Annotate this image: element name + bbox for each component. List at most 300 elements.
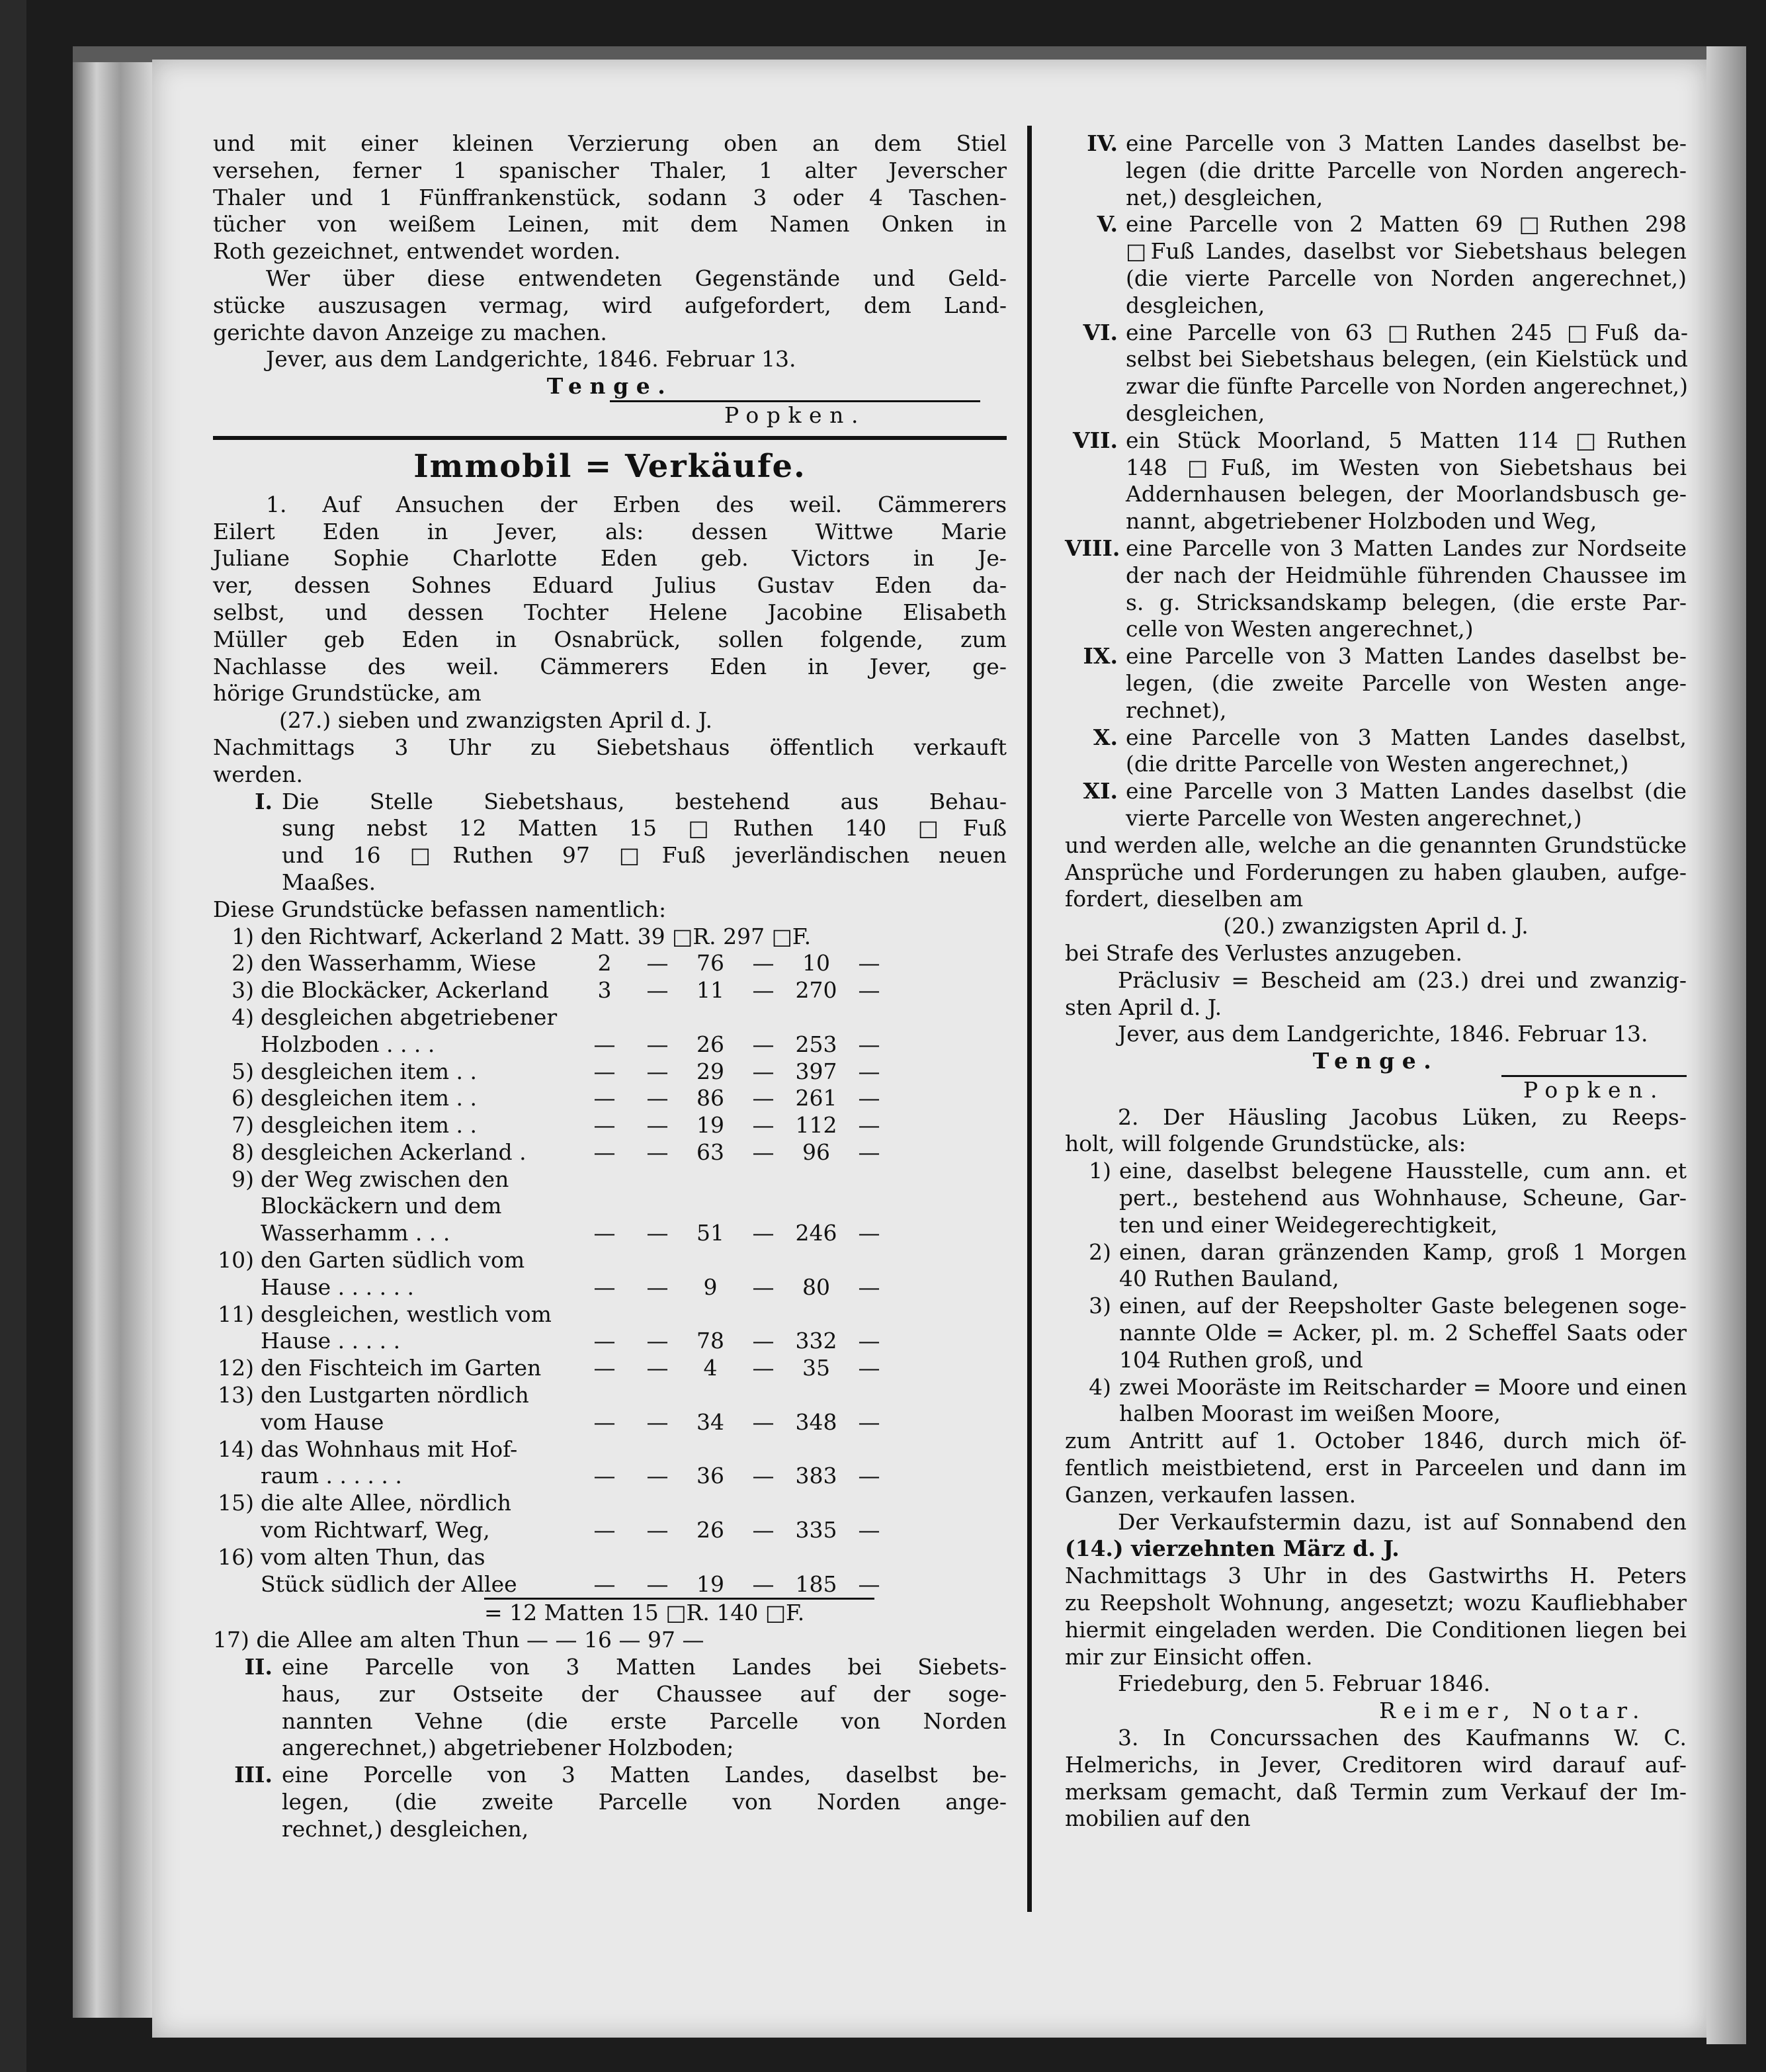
item-I [213, 789, 1007, 896]
parcel-entry [213, 1085, 1007, 1112]
deadline-date: (20.) zwanzigsten April d. J. [1223, 913, 1529, 939]
parcel-value: 78 [696, 1328, 724, 1354]
text-line: legen, (die zweite Parcelle von Norden ange- [282, 1789, 1007, 1815]
item-number: 1) [1089, 1158, 1111, 1184]
signature-block [610, 400, 980, 429]
parcel-value: — [646, 1328, 669, 1354]
parcel-entry [213, 1058, 1007, 1086]
parcel-value: — [752, 1355, 775, 1381]
text-line: eine Parcelle von 3 Matten Landes daselbst, [1126, 724, 1687, 750]
sale-intro [213, 492, 1007, 707]
parcel-number: 15) [218, 1490, 254, 1516]
parcel-value: — [646, 1031, 669, 1057]
text-line: zum Antritt auf 1. October 1846, durch mich öf- [1065, 1428, 1687, 1454]
parcel-value: 29 [696, 1058, 724, 1084]
roman-number: VIII. [1065, 535, 1120, 561]
parcel-list [213, 924, 1007, 1598]
text-line: eine Parcelle von 2 Matten 69 □Ruthen 298 [1126, 211, 1687, 237]
roman-item [1065, 427, 1687, 535]
parcel-number: 9) [231, 1166, 254, 1192]
text-line: der nach der Heidmühle führenden Chaussee im [1126, 562, 1687, 588]
text-line: nannte Olde = Acker, pl. m. 2 Scheffel Saats oder [1119, 1320, 1687, 1346]
parcel-label: den Garten südlich vom [261, 1247, 525, 1273]
item-II [213, 1654, 1007, 1762]
item-body [1119, 1374, 1687, 1428]
parcel-number: 5) [231, 1058, 254, 1084]
parcel-label: desgleichen abgetriebener [261, 1004, 558, 1030]
text-line: mir zur Einsicht offen. [1065, 1643, 1313, 1670]
roman-item [1065, 320, 1687, 427]
parcel-value: — [858, 1085, 880, 1111]
theft-appeal [213, 265, 1007, 346]
text-line: werden. [213, 761, 303, 787]
text-line: ten und einer Weidegerechtigkeit, [1119, 1211, 1498, 1238]
text-line: (die dritte Parcelle von Westen angerechnet,) [1126, 751, 1629, 777]
parcel-value: — [593, 1571, 616, 1597]
parcel-number [213, 1328, 261, 1355]
parcel-value: — [752, 1220, 775, 1246]
text-line: einen, daran gränzenden Kamp, groß 1 Morgen [1119, 1238, 1687, 1265]
parcel-number [213, 1274, 261, 1301]
text-line: zwar die fünfte Parcelle von Norden angerechnet,) [1126, 373, 1688, 400]
parcel-row [213, 977, 1007, 1004]
parcel-label: das Wohnhaus mit Hof- [261, 1436, 518, 1462]
text-line: Die Stelle Siebetshaus, bestehend aus Behau- [282, 788, 1007, 814]
text-line: selbst, und dessen Tochter Helene Jacobine Elisabeth [213, 599, 1007, 625]
text-line: Maaßes. [282, 869, 376, 895]
item-number: 3) [1089, 1293, 1111, 1319]
place-date: Jever, aus dem Landgerichte, 1846. Februar 13. [266, 346, 796, 372]
parcel-number: 7) [231, 1112, 254, 1139]
parcel-value: — [752, 1031, 775, 1057]
parcel-value: 63 [696, 1139, 724, 1165]
text-line: fordert, dieselben am [1065, 886, 1304, 912]
text-line: Wer über diese entwendeten Gegenstände und Geld- [266, 265, 1007, 291]
text-line: legen, (die zweite Parcelle von Westen ange- [1126, 669, 1687, 696]
text-line: 104 Ruthen groß, und [1119, 1346, 1363, 1373]
parcel-number [213, 1193, 261, 1220]
parcel-value: 35 [802, 1355, 830, 1381]
parcel-value: 397 [795, 1058, 837, 1084]
parcel-value: 34 [696, 1408, 724, 1435]
text-line: desgleichen, [1126, 400, 1265, 426]
parcel-value: — [752, 950, 775, 976]
parcel-value: — [858, 1328, 880, 1354]
notice-2-item [1065, 1239, 1687, 1293]
text-line: hörige Grundstücke, am [213, 680, 482, 707]
text-line: rechnet), [1126, 697, 1227, 723]
roman-body [1126, 130, 1687, 211]
parcel-row [213, 1166, 1007, 1193]
text-line: eine Porcelle von 3 Matten Landes, daselbst be- [282, 1762, 1007, 1788]
parcel-entry [213, 1139, 1007, 1166]
parcel-value: 11 [696, 977, 724, 1004]
text-line: eine Parcelle von 3 Matten Landes zur Nordseite [1126, 535, 1687, 561]
text-line: desgleichen, [1126, 292, 1265, 318]
book-page-stack [73, 60, 152, 2018]
text-line: pert., bestehend aus Wohnhause, Scheune, Gar- [1119, 1185, 1687, 1211]
parcel-number [213, 1571, 261, 1598]
parcel-entry [213, 977, 1007, 1004]
roman-number: XI. [1083, 778, 1118, 804]
parcel-value: 2 [597, 950, 612, 976]
parcel-value: — [752, 1517, 775, 1543]
parcel-row [213, 1220, 1007, 1247]
text-line: legen (die dritte Parcelle von Norden angerech- [1126, 157, 1687, 183]
parcel-label: den Lustgarten nördlich [261, 1382, 529, 1408]
parcel-value: — [646, 1571, 669, 1597]
item-number: III. [234, 1762, 273, 1788]
parcel-value: — [858, 1355, 880, 1381]
parcel-value: — [593, 1273, 616, 1300]
parcel-value: — [593, 1328, 616, 1354]
parcel-value: — [593, 1112, 616, 1139]
parcel-value: — [752, 1058, 775, 1084]
parcel-label: vom Hause [261, 1408, 384, 1435]
parcel-value: 26 [696, 1031, 724, 1057]
parcel-value: 9 [703, 1273, 718, 1300]
parcel-value: — [646, 977, 669, 1004]
parcel-value: — [646, 1220, 669, 1246]
roman-item [1065, 211, 1687, 319]
roman-number: VII. [1073, 427, 1118, 453]
roman-body [1126, 724, 1687, 779]
parcel-value: 19 [696, 1571, 724, 1597]
parcel-value: — [593, 1220, 616, 1246]
place-date-2: Friedeburg, den 5. Februar 1846. [1118, 1670, 1491, 1697]
parcel-label: vom alten Thun, das [261, 1543, 485, 1570]
roman-item [1065, 643, 1687, 724]
roman-body [1126, 643, 1687, 724]
parcel-value: — [593, 1355, 616, 1381]
signature-tenge: Tenge. [1312, 1048, 1439, 1074]
parcel-value: — [858, 1139, 880, 1165]
item-body [282, 1654, 1007, 1762]
text-line: (14.) vierzehnten März d. J. [1065, 1535, 1400, 1562]
parcel-value: — [858, 1273, 880, 1300]
parcel-value: 270 [795, 977, 837, 1004]
place-date: Jever, aus dem Landgerichte, 1846. Februar 13. [1118, 1021, 1648, 1047]
text-line: vierte Parcelle von Westen angerechnet,) [1126, 804, 1582, 831]
parcel-entry [213, 1247, 1007, 1301]
parcel-value: — [858, 1571, 880, 1597]
item-number: I. [255, 788, 273, 814]
penalty: bei Strafe des Verlustes anzugeben. [1065, 939, 1463, 966]
text-line: eine Parcelle von 3 Matten Landes daselbst (die [1126, 778, 1687, 804]
sale-time [213, 734, 1007, 789]
signature-popken: Popken. [724, 402, 866, 428]
parcel-value: 3 [597, 977, 612, 1004]
book-right-edge [1706, 46, 1746, 2044]
parcel-value: — [593, 1408, 616, 1435]
parcel-value: 261 [795, 1085, 837, 1111]
sale-term-rest [1065, 1563, 1687, 1670]
text-line: Helmerichs, in Jever, Creditoren wird darauf auf- [1065, 1751, 1687, 1778]
signature-popken: Popken. [1523, 1076, 1665, 1103]
parcel-label: desgleichen Ackerland . [261, 1139, 526, 1165]
parcel-value: 4 [703, 1355, 718, 1381]
text-line: s. g. Stricksandskamp belegen, (die erste Par- [1126, 589, 1687, 615]
parcel-entry [213, 1436, 1007, 1490]
parcel-entry [213, 1382, 1007, 1436]
parcel-value: — [858, 977, 880, 1004]
parcel-value: — [646, 1463, 669, 1489]
text-line: celle von Westen angerechnet,) [1126, 616, 1474, 642]
text-line: gerichte davon Anzeige zu machen. [213, 319, 607, 345]
text-line: eine, daselbst belegene Hausstelle, cum ann. et [1119, 1158, 1687, 1184]
closing [1065, 832, 1687, 913]
parcel-value: — [752, 977, 775, 1004]
parcel-row [213, 1112, 1007, 1139]
parcel-label: Stück südlich der Allee [261, 1571, 517, 1597]
text-line: angerechnet,) abgetriebener Holzboden; [282, 1735, 734, 1761]
parcel-label: desgleichen item . . [261, 1112, 477, 1139]
text-line: Ganzen, verkaufen lassen. [1065, 1481, 1357, 1508]
parcel-number: 3) [231, 977, 254, 1004]
text-line: 3. In Concurssachen des Kaufmanns W. C. [1118, 1725, 1687, 1751]
parcel-row [213, 950, 1007, 977]
parcel-number [213, 1409, 261, 1436]
parcel-value: — [752, 1273, 775, 1300]
parcel-row [213, 1382, 1007, 1409]
parcel-label: Hause . . . . . . [261, 1273, 415, 1300]
text-line: und werden alle, welche an die genannten Grundstücke [1065, 832, 1687, 858]
parcel-label: Hause . . . . . [261, 1328, 401, 1354]
text-line: sung nebst 12 Matten 15 □Ruthen 140 □Fuß [282, 815, 1007, 842]
parcel-value: — [646, 950, 669, 976]
text-line: eine Parcelle von 3 Matten Landes bei Siebets- [282, 1654, 1007, 1680]
text-line: Addernhausen belegen, der Moorlandsbusch ge- [1126, 481, 1687, 507]
parcel-value: — [593, 1058, 616, 1084]
parcel-value: — [646, 1273, 669, 1300]
section-rule [213, 436, 1007, 440]
parcel-row [213, 1139, 1007, 1166]
parcel-entry [213, 1544, 1007, 1598]
parcel-value: — [752, 1112, 775, 1139]
text-line: Roth gezeichnet, entwendet worden. [213, 238, 621, 265]
parcel-number [213, 1220, 261, 1247]
roman-number: IX. [1083, 643, 1118, 669]
notice-2-item [1065, 1374, 1687, 1428]
parcel-value: 348 [795, 1408, 837, 1435]
parcel-entry [213, 1355, 1007, 1382]
roman-list [1065, 130, 1687, 832]
text-line: Müller geb Eden in Osnabrück, sollen folgende, zum [213, 626, 1007, 652]
parcel-entry [213, 1490, 1007, 1544]
parcel-17: 17) die Allee am alten Thun — — 16 — 97 — [213, 1627, 704, 1653]
parcel-value: — [646, 1112, 669, 1139]
text-line: Thaler und 1 Fünffrankenstück, sodann 3 oder 4 Taschen- [213, 184, 1007, 210]
roman-body [1126, 320, 1688, 427]
text-line: nannt, abgetriebener Holzboden und Weg, [1126, 508, 1597, 535]
parcel-label: Wasserhamm . . . [261, 1220, 450, 1246]
parcel-value: — [646, 1517, 669, 1543]
parcel-value: 112 [795, 1112, 837, 1139]
parcel-value: 76 [696, 950, 724, 976]
parcel-row [213, 1571, 1007, 1598]
parcel-label: den Fischteich im Garten [261, 1355, 542, 1381]
parcel-value: — [858, 1112, 880, 1139]
parcel-number: 14) [218, 1436, 254, 1462]
text-line: Nachmittags 3 Uhr in des Gastwirths H. Peters [1065, 1563, 1687, 1589]
parcel-value: — [646, 1058, 669, 1084]
text-line: Präclusiv = Bescheid am (23.) drei und zwanzig- [1118, 967, 1687, 993]
parcel-row [213, 1328, 1007, 1355]
parcel-number: 16) [218, 1543, 254, 1570]
notice-2-item [1065, 1158, 1687, 1238]
roman-item [1065, 724, 1687, 779]
parcel-row [213, 1544, 1007, 1571]
text-line: sten April d. J. [1065, 994, 1222, 1020]
parcel-number: 8) [231, 1139, 254, 1165]
parcel-number: 4) [231, 1004, 254, 1030]
parcel-value: — [752, 1328, 775, 1354]
text-line: nannten Vehne (die erste Parcelle von Norden [282, 1707, 1007, 1734]
parcel-value: — [858, 1463, 880, 1489]
text-line: zwei Mooräste im Reitscharder = Moore und einen [1119, 1373, 1687, 1400]
text-line: eine Parcelle von 3 Matten Landes daselbst be- [1126, 130, 1687, 156]
parcel-value: 86 [696, 1085, 724, 1111]
parcel-number: 1) [231, 923, 254, 949]
parcel-label: Blockäckern und dem [261, 1193, 502, 1219]
parcel-value: — [593, 1085, 616, 1111]
text-line: merksam gemacht, daß Termin zum Verkauf der Im- [1065, 1778, 1687, 1805]
parcel-row [213, 1301, 1007, 1328]
parcel-number [213, 1463, 261, 1490]
text-line: tücher von weißem Leinen, mit dem Namen Onken in [213, 211, 1007, 237]
parcel-row [213, 1247, 1007, 1274]
parcel-label: Holzboden . . . . [261, 1031, 435, 1057]
parcel-value: — [646, 1408, 669, 1435]
text-line: hiermit eingeladen werden. Die Conditionen liegen bei [1065, 1616, 1687, 1643]
parcel-number: 2) [231, 950, 254, 976]
parcel-entry [213, 1004, 1007, 1058]
item-III [213, 1762, 1007, 1842]
parcel-row [213, 1031, 1007, 1058]
parcel-value: 253 [795, 1031, 837, 1057]
notice-2-rest [1065, 1428, 1687, 1508]
text-line: mobilien auf den [1065, 1805, 1251, 1832]
item-number: II. [244, 1654, 273, 1680]
theft-notice [213, 130, 1007, 265]
text-line: Nachmittags 3 Uhr zu Siebetshaus öffentlich verkauft [213, 734, 1007, 760]
text-line: einen, auf der Reepsholter Gaste belegenen soge- [1119, 1293, 1687, 1319]
parcel-entry [213, 1166, 1007, 1247]
parcel-label: desgleichen item . . [261, 1085, 477, 1111]
parcel-entry [213, 1301, 1007, 1356]
text-line: rechnet,) desgleichen, [282, 1815, 529, 1842]
parcel-value: — [858, 950, 880, 976]
text-line: und mit einer kleinen Verzierung oben an dem Stiel [213, 130, 1007, 156]
text-line: holt, will folgende Grundstücke, als: [1065, 1131, 1466, 1157]
roman-body [1126, 778, 1687, 832]
text-line: Eilert Eden in Jever, als: dessen Wittwe Marie [213, 518, 1007, 544]
notice-2-items [1065, 1158, 1687, 1428]
item-body [1119, 1293, 1687, 1373]
parcel-value: 383 [795, 1463, 837, 1489]
parcel-number: 11) [218, 1301, 254, 1327]
text-line: □Fuß Landes, daselbst vor Siebetshaus belegen [1126, 238, 1687, 265]
parcel-label: desgleichen item . . [261, 1058, 477, 1084]
preclusion [1065, 967, 1687, 1021]
text-line: versehen, ferner 1 spanischer Thaler, 1 alter Jeverscher [213, 157, 1007, 183]
notice-2-item [1065, 1293, 1687, 1373]
roman-body [1126, 535, 1687, 643]
item-body [1119, 1239, 1687, 1293]
parcel-row [213, 1193, 1007, 1220]
roman-item [1065, 130, 1687, 211]
text-line: eine Parcelle von 63 □Ruthen 245 □Fuß da- [1126, 319, 1688, 345]
parcel-value: — [593, 1517, 616, 1543]
parcel-value: 335 [795, 1517, 837, 1543]
text-line: und 16 □Ruthen 97 □Fuß jeverländischen neuen [282, 842, 1007, 869]
parcel-value: — [752, 1463, 775, 1489]
notice-3 [1065, 1725, 1687, 1833]
parcel-value: — [752, 1571, 775, 1597]
parcel-label: die alte Allee, nördlich [261, 1490, 512, 1516]
text-line: eine Parcelle von 3 Matten Landes daselbst be- [1126, 643, 1687, 669]
parcel-row [213, 1058, 1007, 1086]
text-line: stücke auszusagen vermag, wird aufgefordert, dem Land- [213, 292, 1007, 318]
parcel-number: 6) [231, 1085, 254, 1111]
roman-body [1126, 427, 1687, 535]
roman-number: X. [1093, 724, 1118, 750]
text-line: net,) desgleichen, [1126, 184, 1324, 210]
parcel-row [213, 1490, 1007, 1517]
text-line: selbst bei Siebetshaus belegen, (ein Kielstück und [1126, 346, 1688, 372]
parcel-entry [213, 950, 1007, 977]
text-line: Der Verkaufstermin dazu, ist auf Sonnabend den [1118, 1508, 1687, 1535]
text-line: Juliane Sophie Charlotte Eden geb. Victors in Je- [213, 545, 1007, 572]
item-body [1119, 1158, 1687, 1238]
parcel-value: — [593, 1139, 616, 1165]
item-number: 4) [1089, 1373, 1111, 1400]
column-divider [1027, 126, 1032, 1912]
parcel-value: — [858, 1408, 880, 1435]
parcel-label: den Wasserhamm, Wiese [261, 950, 536, 976]
parcel-value: — [858, 1517, 880, 1543]
parcel-label: raum . . . . . . [261, 1463, 402, 1489]
roman-item [1065, 778, 1687, 832]
roman-item [1065, 535, 1687, 643]
parcel-value: — [646, 1139, 669, 1165]
sale-date: (27.) sieben und zwanzigsten April d. J. [279, 707, 712, 734]
signature-reimer: Reimer, Notar. [1379, 1698, 1647, 1724]
text-line: Ansprüche und Forderungen zu haben glauben, aufge- [1065, 859, 1687, 885]
parcel-row [213, 1463, 1007, 1490]
parcel-value: — [646, 1085, 669, 1111]
parcel-row [213, 924, 1007, 951]
signature-block [1501, 1075, 1687, 1104]
item-body [282, 789, 1007, 896]
text-line: Nachlasse des weil. Cämmerers Eden in Jever, ge- [213, 653, 1007, 679]
parcel-number: 12) [218, 1355, 254, 1381]
text-line: 40 Ruthen Bauland, [1119, 1266, 1339, 1292]
text-line: (die vierte Parcelle von Norden angerechnet,) [1126, 265, 1687, 291]
parcel-number: 10) [218, 1247, 254, 1273]
parcel-row [213, 1085, 1007, 1112]
text-line: zu Reepsholt Wohnung, angesetzt; wozu Kaufliebhaber [1065, 1590, 1687, 1616]
parcel-value: — [858, 1031, 880, 1057]
text-line: ein Stück Moorland, 5 Matten 114 □Ruthen [1126, 427, 1687, 453]
sale-term [1065, 1509, 1687, 1563]
parcel-number: 13) [218, 1382, 254, 1408]
parcel-row [213, 1517, 1007, 1544]
sum-total: = 12 Matten 15 □R. 140 □F. [484, 1600, 805, 1626]
section-heading: Immobil = Verkäufe. [413, 447, 806, 485]
parcel-row [213, 1004, 1007, 1031]
roman-body [1126, 211, 1687, 319]
